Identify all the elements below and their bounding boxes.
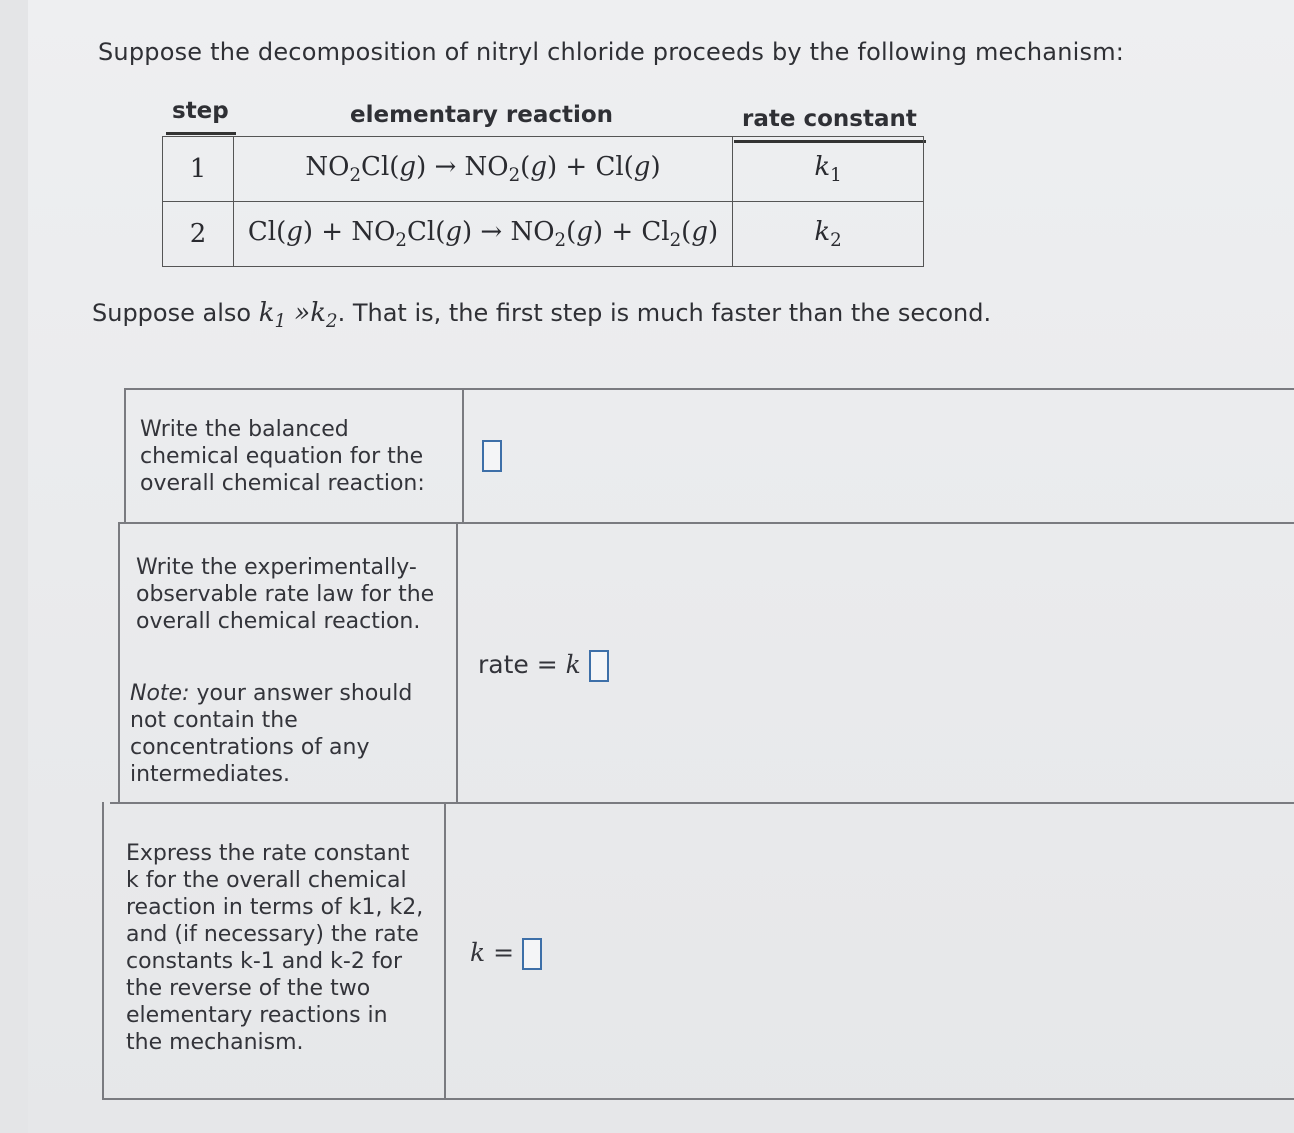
col-divider-3 bbox=[444, 802, 446, 1100]
col-divider-1 bbox=[462, 388, 464, 522]
answer-input-box[interactable] bbox=[482, 440, 502, 472]
note-label: Note: bbox=[130, 681, 190, 706]
note-text: your answer should not contain the concentrations of any intermediates. bbox=[130, 681, 413, 787]
k-prefix: k = bbox=[470, 938, 522, 967]
table-bottom-border bbox=[104, 1098, 1294, 1100]
balanced-equation-answer[interactable] bbox=[482, 440, 502, 472]
rate-constant-k1: $k_1$ bbox=[733, 137, 924, 202]
reaction-1: $NO_2Cl(g) \to NO_2(g) + Cl(g)$ bbox=[234, 137, 733, 202]
rate-constant-input-box[interactable] bbox=[522, 938, 542, 970]
assumption-suffix: . That is, the first step is much faster than the second. bbox=[337, 299, 992, 327]
step-number: 2 bbox=[163, 202, 234, 267]
intro-text: Suppose the decomposition of nitryl chloride proceeds by the following mechanism: bbox=[98, 38, 1125, 66]
mechanism-table bbox=[162, 136, 924, 267]
header-step: step bbox=[172, 98, 229, 124]
rate-k: k bbox=[565, 650, 581, 679]
question-3-prompt: Express the rate constant k for the overall chemical reaction in terms of k1, k2, and (if necessary) the rate constants k-1 and k-2 for the reverse of the two elementary reactions in the mechanism. bbox=[126, 841, 424, 1055]
question-1-prompt: Write the balanced chemical equation for the overall chemical reaction: bbox=[140, 417, 425, 496]
left-border-3 bbox=[102, 802, 104, 1100]
assumption-prefix: Suppose also bbox=[92, 299, 252, 327]
col-divider-2 bbox=[456, 522, 458, 804]
mechanism-row-1 bbox=[163, 137, 924, 202]
k1-much-greater-k2: $k_1$ $»k_2$ bbox=[258, 298, 338, 333]
question-2-note bbox=[130, 680, 440, 788]
left-border-1 bbox=[124, 388, 126, 522]
header-rule-step bbox=[166, 132, 236, 135]
step-number: 1 bbox=[163, 137, 234, 202]
mechanism-row-2 bbox=[163, 202, 924, 267]
rate-constant-k2: $k_2$ bbox=[733, 202, 924, 267]
rate-constant-answer bbox=[470, 938, 542, 970]
row-divider-1 bbox=[120, 522, 1294, 524]
assumption-text bbox=[92, 298, 991, 332]
header-rate-constant: rate constant bbox=[742, 106, 917, 132]
question-2-prompt: Write the experimentally-observable rate law for the overall chemical reaction. bbox=[136, 555, 435, 634]
question-table bbox=[104, 388, 1294, 1104]
header-elementary-reaction: elementary reaction bbox=[350, 102, 614, 128]
rate-prefix: rate = bbox=[478, 650, 566, 679]
reaction-2: $Cl(g) + NO_2Cl(g) \to NO_2(g) + Cl_2(g)$ bbox=[234, 202, 733, 267]
rate-law-input-box[interactable] bbox=[589, 650, 609, 682]
rate-law-answer bbox=[478, 650, 609, 682]
row-divider-2 bbox=[110, 802, 1294, 804]
left-border-2 bbox=[118, 522, 120, 804]
table-top-border bbox=[124, 388, 1294, 390]
